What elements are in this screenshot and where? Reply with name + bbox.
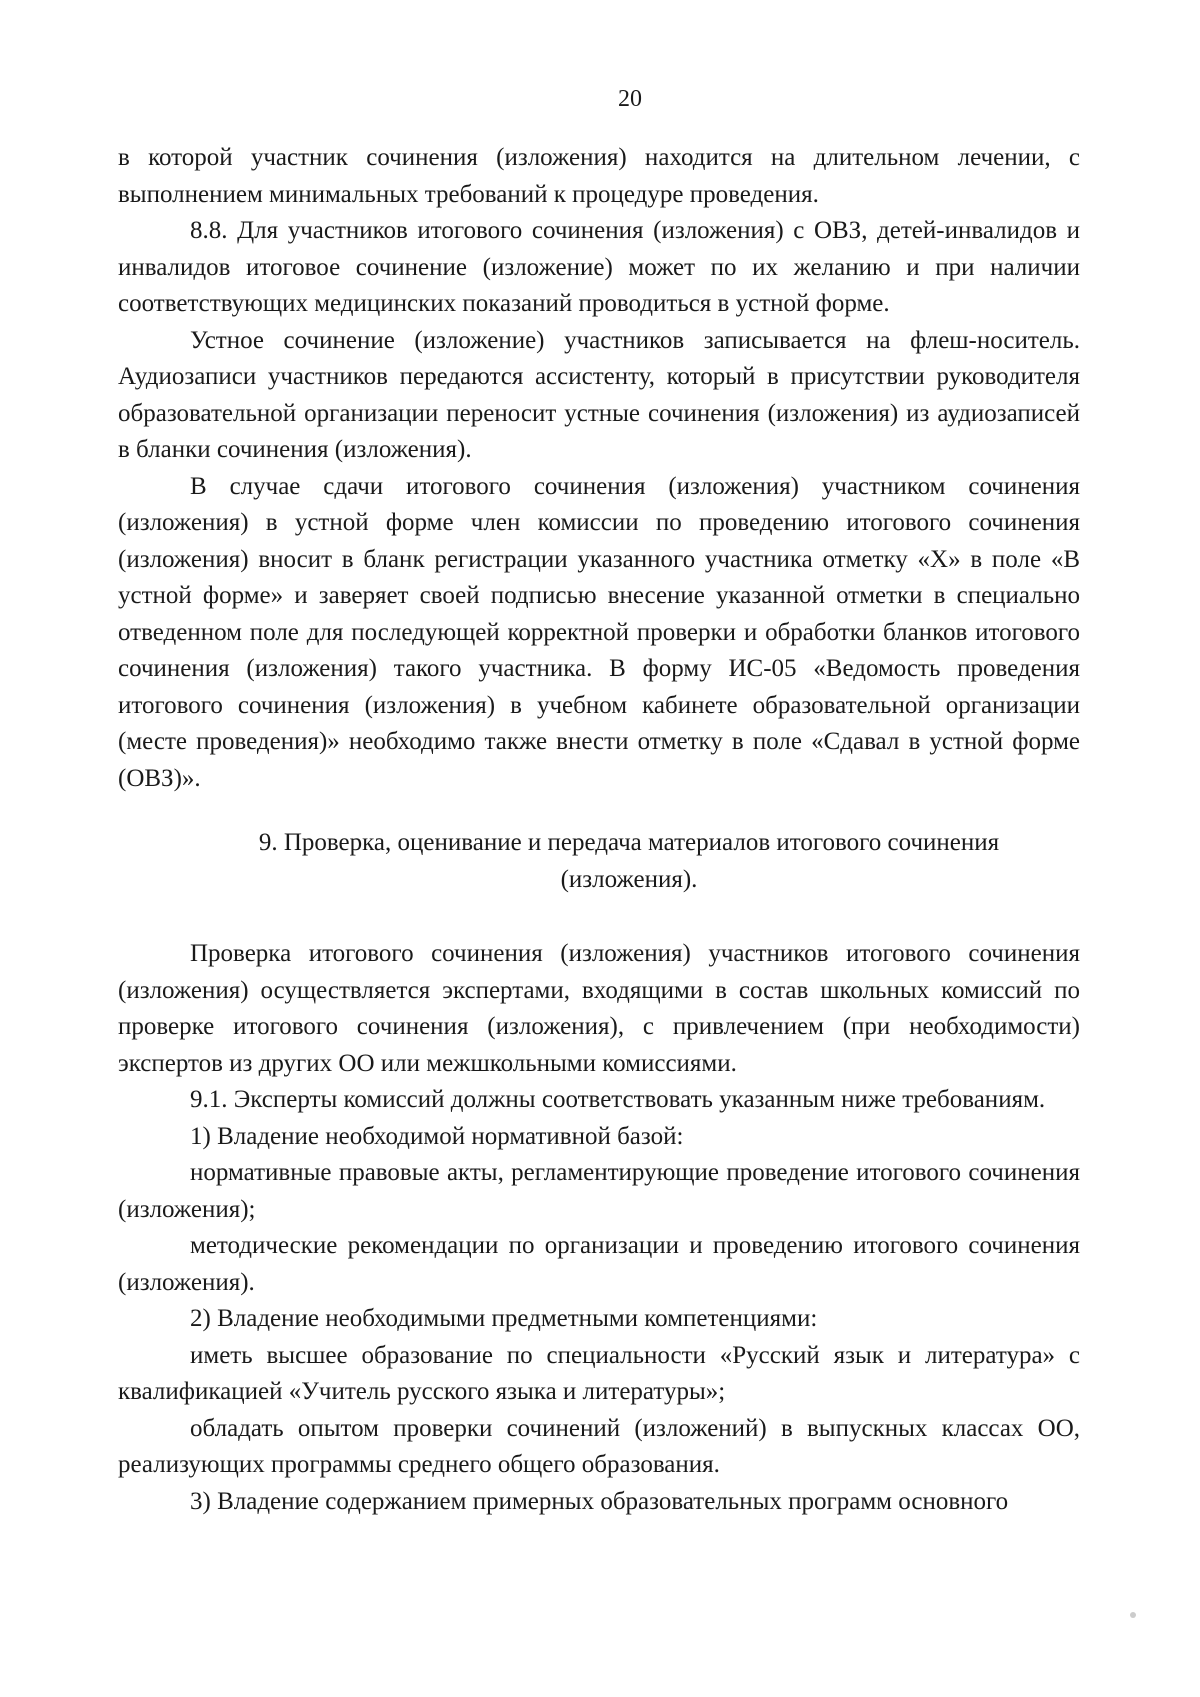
paragraph-methodical-recommendations: методические рекомендации по организации и проведению итогового сочинения (изложения). <box>118 1232 1080 1296</box>
paragraph-higher-education: иметь высшее образование по специальности «Русский язык и литература» с квалификацией «Учитель русского языка и литературы»; <box>118 1341 1080 1405</box>
paragraph-9-1: 9.1. Эксперты комиссий должны соответствовать указанным ниже требованиям. <box>190 1086 1046 1113</box>
scan-artifact <box>1130 1612 1136 1618</box>
page-number: 20 <box>618 86 642 112</box>
paragraph-oral-essay: Устное сочинение (изложение) участников записывается на флеш-носитель. Аудиозаписи участников передаются ассистенту, который в присутствии руководителя образовательной организации переносит устные сочинения (изложения) из аудиозаписей в бланки сочинения (изложения). <box>118 326 1080 463</box>
paragraph-requirement-1: 1) Владение необходимой нормативной базой: <box>190 1122 684 1150</box>
paragraph-8-8: 8.8. Для участников итогового сочинения (изложения) с ОВЗ, детей-инвалидов и инвалидов итоговое сочинение (изложение) может по их желанию и при наличии соответствующих медицинских показаний проводиться в устной форме. <box>118 217 1080 317</box>
section-heading-line-1: 9. Проверка, оценивание и передача материалов итогового сочинения <box>258 829 1000 856</box>
paragraph-requirement-2: 2) Владение необходимыми предметными компетенциями: <box>190 1305 818 1332</box>
section-heading-line-2: (изложения). <box>560 865 698 893</box>
paragraph-normative-acts: нормативные правовые акты, регламентирующие проведение итогового сочинения (изложения); <box>118 1159 1080 1223</box>
paragraph-experience: обладать опытом проверки сочинений (изложений) в выпускных классах ОО, реализующих программы среднего общего образования. <box>118 1414 1080 1478</box>
section-heading-9 <box>118 825 1080 898</box>
paragraph-requirement-3: 3) Владение содержанием примерных образовательных программ основного <box>190 1487 1009 1515</box>
paragraph-oral-form-registration: В случае сдачи итогового сочинения (изложения) участником сочинения (изложения) в устной форме член комиссии по проведению итогового сочинения (изложения) вносит в бланк регистрации указанного участника отметку «Х» в поле «В устной форме» и заверяет своей подписью внесение указанной отметки в специально отведенном поле для последующей корректной проверки и обработки бланков итогового сочинения (изложения) такого участника. В форму ИС-05 «Ведомость проведения итогового сочинения (изложения) в учебном кабинете образовательной организации (месте проведения)» необходимо также внести отметку в поле «Сдавал в устной форме (ОВЗ)». <box>118 472 1080 792</box>
paragraph-checking-experts: Проверка итогового сочинения (изложения) участников итогового сочинения (изложения) осуществляется экспертами, входящими в состав школьных комиссий по проверке итогового сочинения (изложения), с привлечением (при необходимости) экспертов из других ОО или межшкольными комиссиями. <box>118 940 1080 1077</box>
paragraph-continuation: в которой участник сочинения (изложения) находится на длительном лечении, с выполнением минимальных требований к процедуре проведения. <box>118 144 1080 208</box>
document-body <box>118 140 1080 1520</box>
